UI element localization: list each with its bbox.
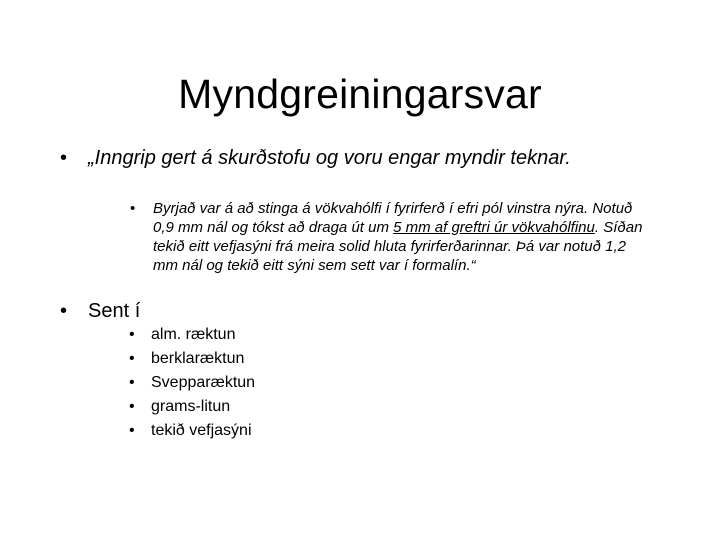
list-item-text: tekið vefjasýni bbox=[151, 422, 252, 439]
bullet-item-2 bbox=[58, 299, 358, 323]
sent-list bbox=[129, 323, 255, 443]
list-bullet: • bbox=[129, 398, 135, 415]
list-bullet: • bbox=[129, 422, 135, 439]
sub-text-part2: . Síðan tekið eitt vefjasýni frá meira solid hluta fyrirferðarinnar. Þá var notuð 1,2 mm nál og tekið eitt sýni sem sett var í formalín.“ bbox=[153, 219, 643, 274]
sub-bullet-marker: • bbox=[130, 200, 136, 217]
bullet-marker: • bbox=[60, 147, 68, 169]
list-item-text: Svepparæktun bbox=[151, 374, 256, 391]
slide-title: Myndgreiningarsvar bbox=[178, 71, 542, 117]
bullet-text-1: „Inngrip gert á skurðstofu og voru engar myndir teknar. bbox=[88, 147, 571, 169]
sub-bullet-item bbox=[130, 199, 660, 275]
list-bullet: • bbox=[129, 326, 135, 343]
list-item-text: grams-litun bbox=[151, 398, 231, 415]
bullet-marker: • bbox=[60, 300, 68, 322]
list-bullet: • bbox=[129, 350, 135, 367]
bullet-item-1 bbox=[58, 146, 658, 170]
list-item-text: berklaræktun bbox=[151, 350, 245, 367]
list-item bbox=[129, 347, 255, 371]
list-bullet: • bbox=[129, 374, 135, 391]
sub-bullet-text bbox=[153, 199, 643, 275]
list-item bbox=[129, 395, 255, 419]
sub-text-underlined: 5 mm af greftri úr vökvahólfinu bbox=[393, 219, 595, 236]
bullet-text-2: Sent í bbox=[88, 300, 141, 322]
list-item-text: alm. ræktun bbox=[151, 326, 236, 343]
list-item bbox=[129, 419, 255, 443]
list-item bbox=[129, 323, 255, 347]
sub-text-part1: Byrjað var á að stinga á vökvahólfi í fyrirferð í efri pól vinstra nýra. Notuð 0,9 mm nál og tókst að draga út um bbox=[153, 200, 633, 236]
list-item bbox=[129, 371, 255, 395]
